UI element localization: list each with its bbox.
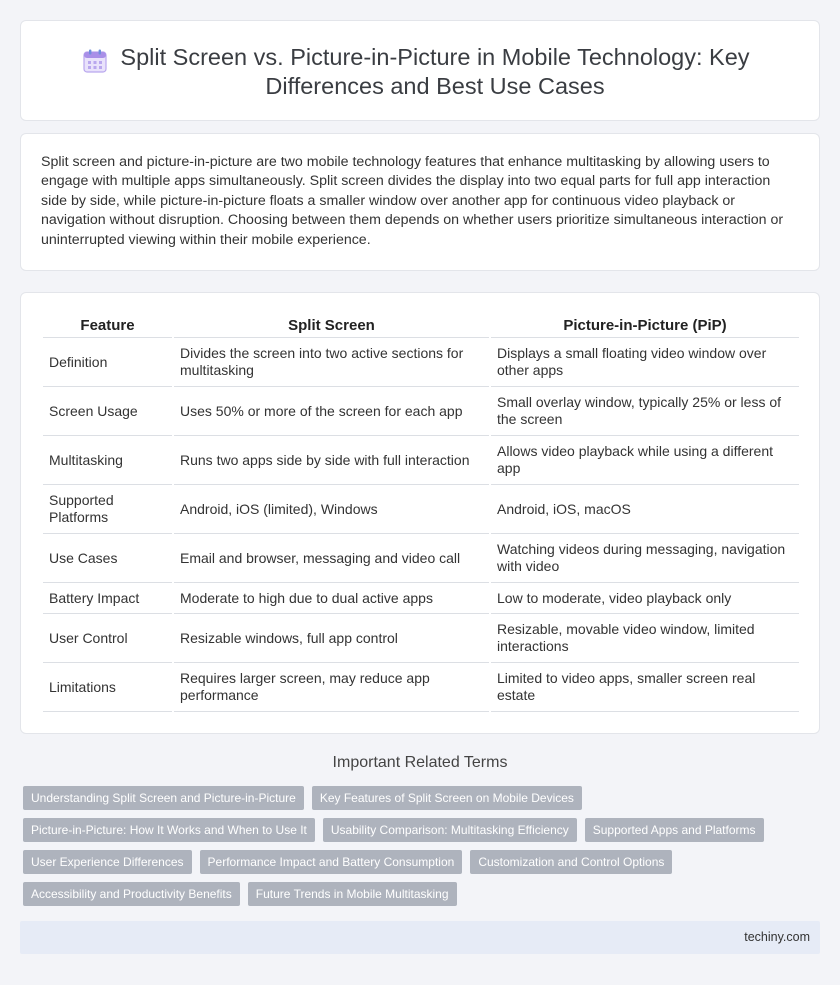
table-cell: User Control: [43, 614, 173, 663]
table-row: [43, 338, 799, 387]
table-cell: Resizable, movable video window, limited interactions: [490, 614, 799, 663]
tag-row: [23, 882, 813, 906]
footer-bar: [20, 921, 820, 954]
table-cell: Allows video playback while using a different app: [490, 436, 799, 485]
tag-row: [23, 818, 813, 842]
related-term-tag[interactable]: Future Trends in Mobile Multitasking: [248, 882, 457, 906]
intro-card: [20, 133, 820, 271]
table-cell: Android, iOS (limited), Windows: [173, 485, 490, 534]
table-cell: Android, iOS, macOS: [490, 485, 799, 534]
column-header-split-screen: Split Screen: [173, 315, 490, 338]
table-cell: Divides the screen into two active sections for multitasking: [173, 338, 490, 387]
tag-row: [23, 786, 813, 810]
table-cell: Uses 50% or more of the screen for each app: [173, 387, 490, 436]
table-cell: Definition: [43, 338, 173, 387]
table-cell: Low to moderate, video playback only: [490, 583, 799, 614]
column-header-feature: Feature: [43, 315, 173, 338]
table-row: [43, 583, 799, 614]
table-cell: Moderate to high due to dual active apps: [173, 583, 490, 614]
table-cell: Multitasking: [43, 436, 173, 485]
related-term-tag[interactable]: Key Features of Split Screen on Mobile Devices: [312, 786, 582, 810]
related-term-tag[interactable]: User Experience Differences: [23, 850, 192, 874]
table-cell: Limitations: [43, 663, 173, 712]
table-header-row: [43, 315, 799, 338]
table-row: [43, 663, 799, 712]
comparison-table-card: [20, 292, 820, 734]
table-cell: Requires larger screen, may reduce app performance: [173, 663, 490, 712]
related-term-tag[interactable]: Performance Impact and Battery Consumption: [200, 850, 463, 874]
related-terms-heading: Important Related Terms: [332, 754, 508, 771]
table-cell: Use Cases: [43, 534, 173, 583]
table-row: [43, 436, 799, 485]
comparison-table: [43, 315, 799, 712]
related-term-tag[interactable]: Usability Comparison: Multitasking Efficiency: [323, 818, 577, 842]
intro-paragraph: Split screen and picture-in-picture are two mobile technology features that enhance multitasking by allowing users to engage with multiple apps simultaneously. Split screen divides the display into two equal parts for full app interaction side by side, while picture-in-picture floats a smaller window over another app for continuous video playback or navigation without disruption. Choosing between them depends on whether users prioritize simultaneous interaction or uninterrupted viewing within their mobile experience.: [41, 154, 784, 248]
related-term-tag[interactable]: Picture-in-Picture: How It Works and When to Use It: [23, 818, 315, 842]
related-terms-list: [23, 786, 813, 914]
table-cell: Limited to video apps, smaller screen real estate: [490, 663, 799, 712]
related-term-tag[interactable]: Supported Apps and Platforms: [585, 818, 764, 842]
table-cell: Watching videos during messaging, navigation with video: [490, 534, 799, 583]
title-card: [20, 20, 820, 121]
table-cell: Screen Usage: [43, 387, 173, 436]
table-cell: Email and browser, messaging and video call: [173, 534, 490, 583]
table-cell: Resizable windows, full app control: [173, 614, 490, 663]
related-term-tag[interactable]: Accessibility and Productivity Benefits: [23, 882, 240, 906]
tag-row: [23, 850, 813, 874]
column-header-pip: Picture-in-Picture (PiP): [490, 315, 799, 338]
table-row: [43, 534, 799, 583]
table-row: [43, 387, 799, 436]
table-cell: Runs two apps side by side with full interaction: [173, 436, 490, 485]
table-cell: Small overlay window, typically 25% or less of the screen: [490, 387, 799, 436]
page-title: Split Screen vs. Picture-in-Picture in Mobile Technology: Key Differences and Best Use Cases: [120, 44, 750, 99]
related-term-tag[interactable]: Customization and Control Options: [470, 850, 672, 874]
table-row: [43, 485, 799, 534]
related-term-tag[interactable]: Understanding Split Screen and Picture-in-Picture: [23, 786, 304, 810]
table-row: [43, 614, 799, 663]
table-cell: Supported Platforms: [43, 485, 173, 534]
site-name[interactable]: techiny.com: [744, 930, 810, 944]
table-cell: Displays a small floating video window over other apps: [490, 338, 799, 387]
table-cell: Battery Impact: [43, 583, 173, 614]
